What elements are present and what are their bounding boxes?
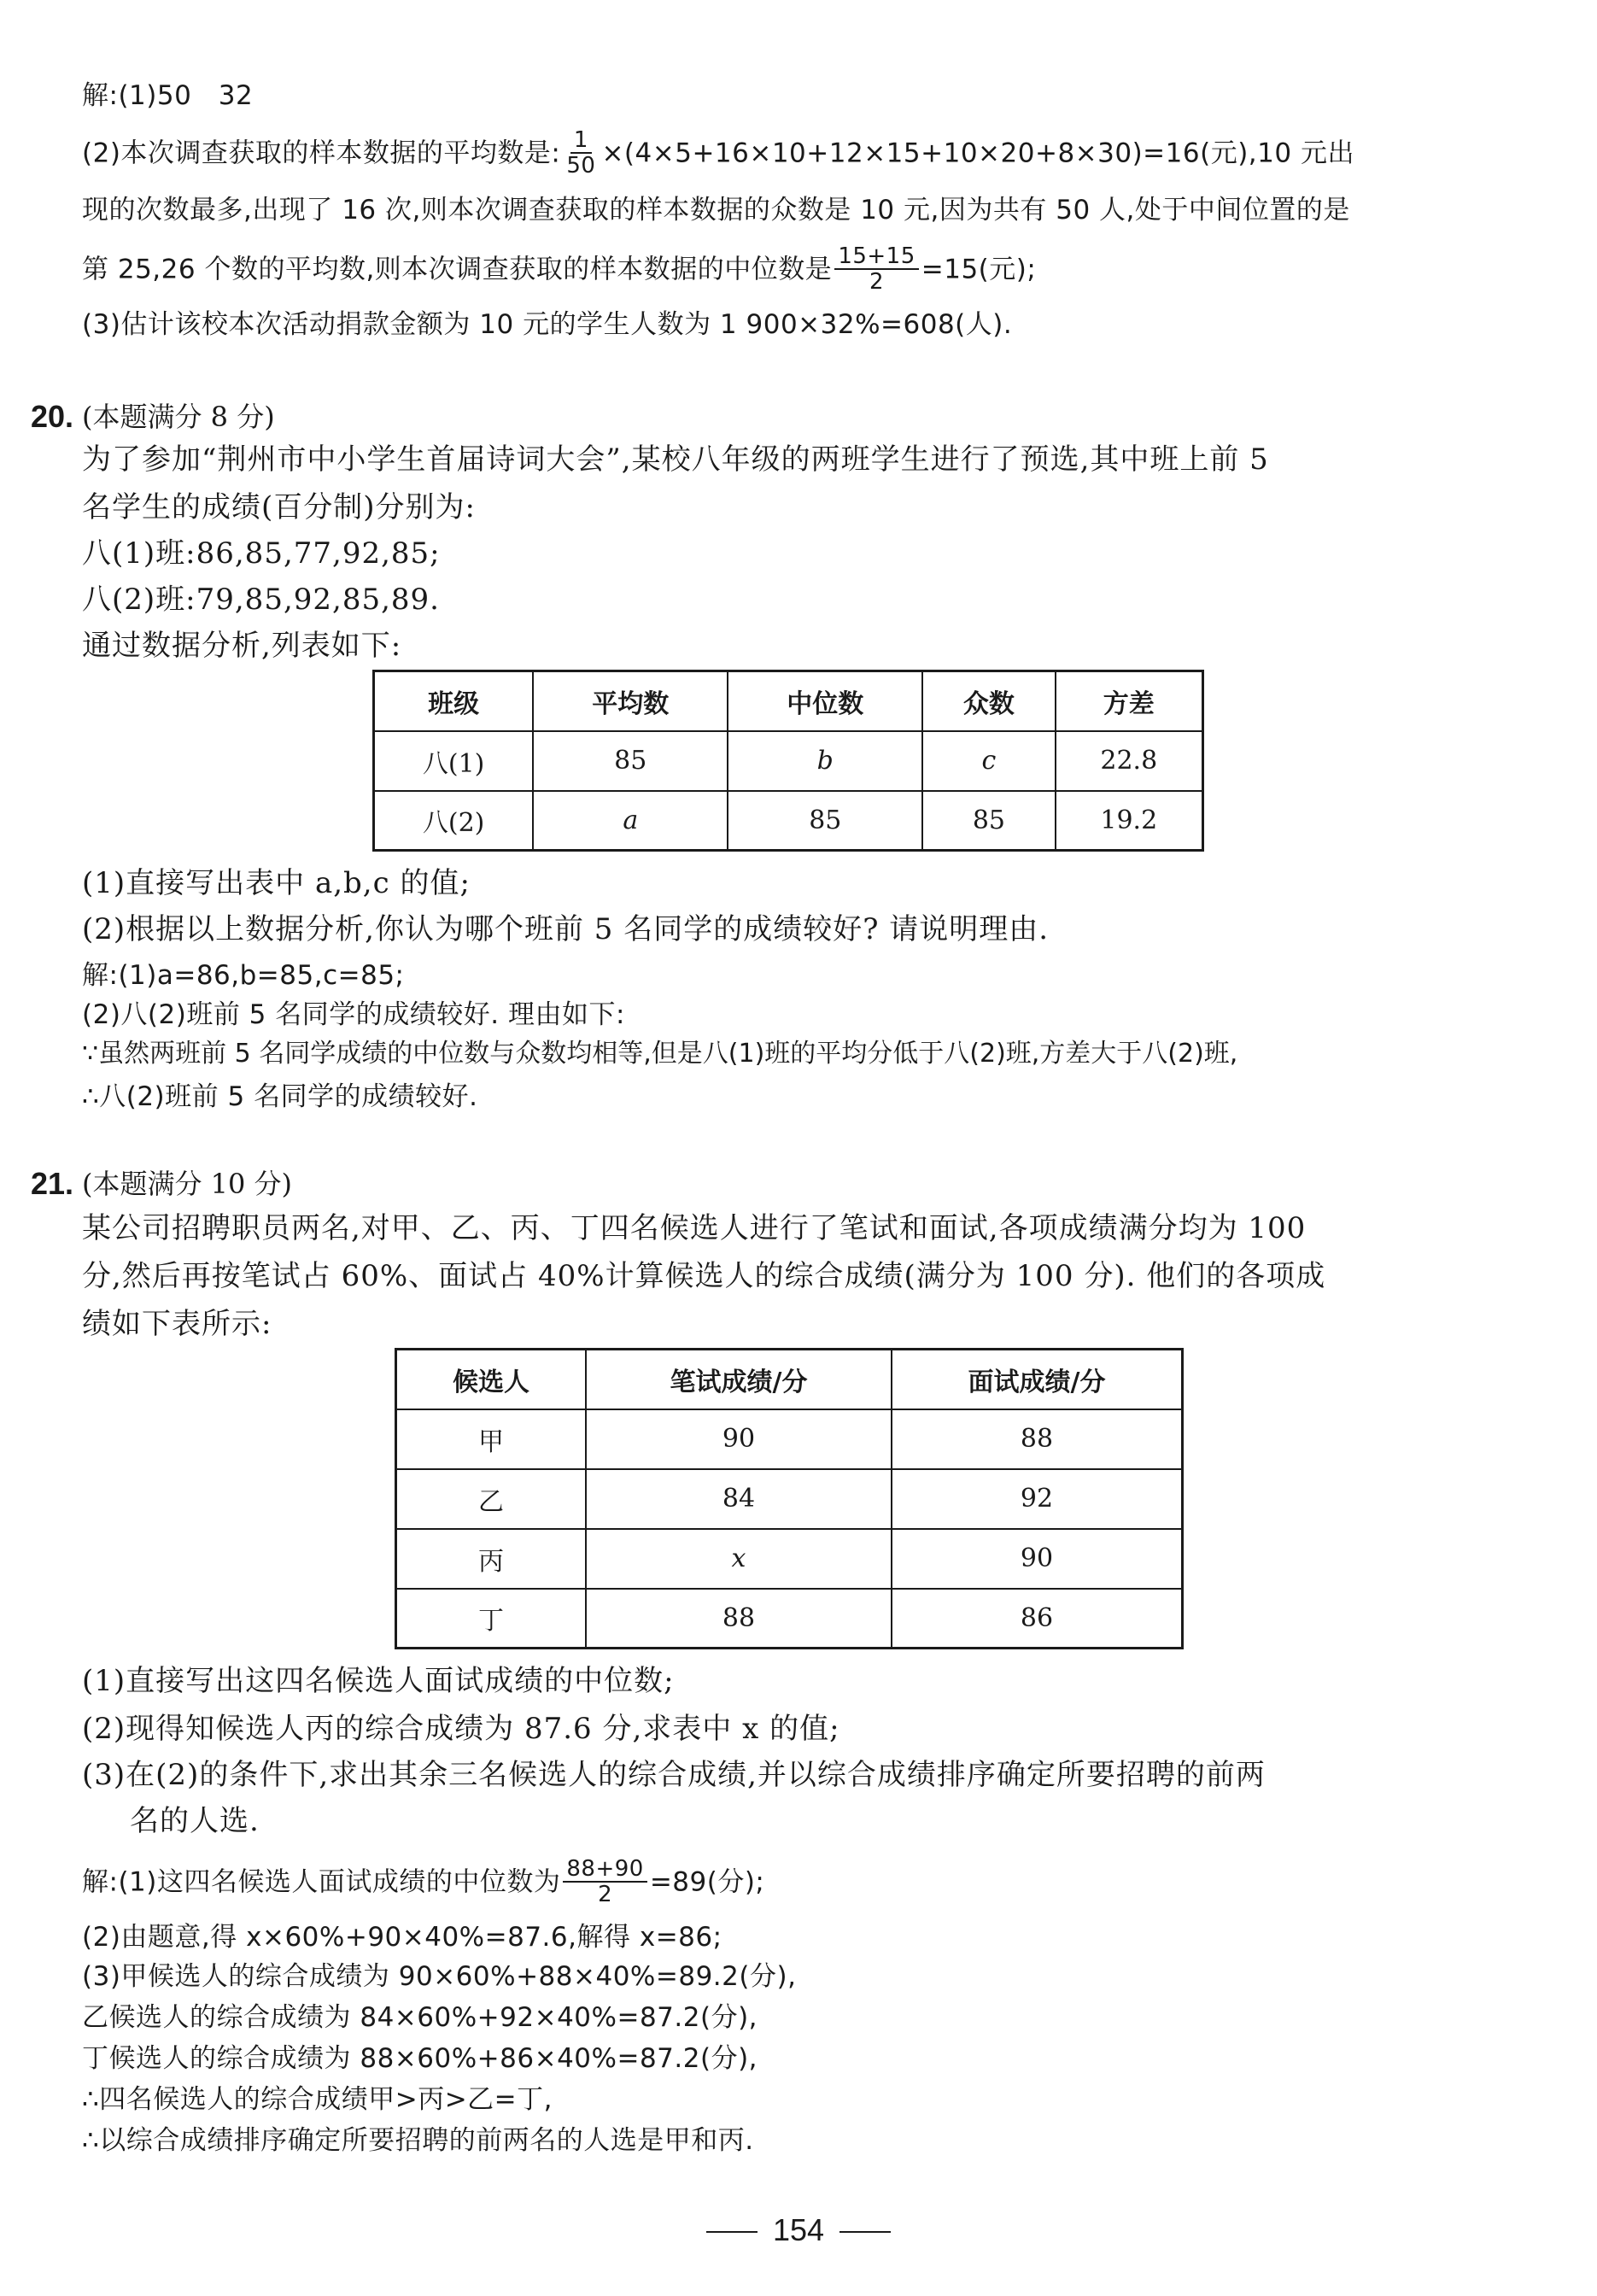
text: 解:(1)这四名候选人面试成绩的中位数为 bbox=[82, 1866, 561, 1898]
table-cell: a bbox=[533, 791, 728, 851]
table-header-cell: 方差 bbox=[1056, 671, 1203, 731]
q21-solution-5: 丁候选人的综合成绩为 88×60%+86×40%=87.2(分), bbox=[82, 2043, 758, 2074]
table-row bbox=[396, 1469, 1183, 1529]
table-cell: 88 bbox=[586, 1589, 892, 1649]
table-header-cell: 面试成绩/分 bbox=[892, 1350, 1183, 1409]
table-header-row bbox=[396, 1350, 1183, 1409]
table-header-cell: 候选人 bbox=[396, 1350, 587, 1409]
footer-dash-left bbox=[706, 2231, 758, 2233]
table-cell: 90 bbox=[586, 1409, 892, 1469]
table-cell: 甲 bbox=[396, 1409, 587, 1469]
table-cell: 86 bbox=[892, 1589, 1183, 1649]
question-number-21: 21. bbox=[31, 1166, 74, 1201]
prev-solution-line-1: 解:(1)50 32 bbox=[82, 80, 254, 111]
numerator: 88+90 bbox=[563, 1857, 646, 1883]
q20-text-4: 八(2)班:79,85,92,85,89. bbox=[82, 583, 440, 617]
q20-solution-1: 解:(1)a=86,b=85,c=85; bbox=[82, 960, 405, 991]
q20-solution-2: (2)八(2)班前 5 名同学的成绩较好. 理由如下: bbox=[82, 999, 625, 1030]
q21-solution-3: (3)甲候选人的综合成绩为 90×60%+88×40%=89.2(分), bbox=[82, 1961, 797, 1992]
denominator: 2 bbox=[869, 269, 885, 295]
table-cell: 84 bbox=[586, 1469, 892, 1529]
table-cell: 88 bbox=[892, 1409, 1183, 1469]
table-header-cell: 众数 bbox=[922, 671, 1055, 731]
q21-text-2: 分,然后再按笔试占 60%、面试占 40%计算候选人的综合成绩(满分为 100 分). 他们的各项成 bbox=[82, 1259, 1326, 1293]
text: 第 25,26 个数的平均数,则本次调查获取的样本数据的中位数是 bbox=[82, 254, 833, 285]
table-header-cell: 班级 bbox=[374, 671, 534, 731]
page-footer bbox=[0, 2212, 1597, 2248]
q20-text-1: 为了参加“荆州市中小学生首届诗词大会”,某校八年级的两班学生进行了预选,其中班上前 5 bbox=[82, 442, 1269, 477]
q21-solution-2: (2)由题意,得 x×60%+90×40%=87.6,解得 x=86; bbox=[82, 1922, 722, 1953]
table-cell: 19.2 bbox=[1056, 791, 1203, 851]
q20-text-2: 名学生的成绩(百分制)分别为: bbox=[82, 490, 476, 524]
table-cell: 22.8 bbox=[1056, 731, 1203, 791]
table-cell: 85 bbox=[533, 731, 728, 791]
table-cell: 85 bbox=[728, 791, 922, 851]
q20-solution-3: ∵虽然两班前 5 名同学成绩的中位数与众数均相等,但是八(1)班的平均分低于八(2)班,方差大于八(2)班, bbox=[82, 1039, 1238, 1069]
table-cell: 八(2) bbox=[374, 791, 534, 851]
prev-solution-line-4 bbox=[82, 243, 1037, 296]
footer-dash-right bbox=[839, 2231, 891, 2233]
table-cell: 丁 bbox=[396, 1589, 587, 1649]
fraction bbox=[834, 244, 918, 294]
table-cell: 90 bbox=[892, 1529, 1183, 1589]
denominator: 50 bbox=[566, 153, 596, 179]
q21-solution-4: 乙候选人的综合成绩为 84×60%+92×40%=87.2(分), bbox=[82, 2002, 758, 2033]
table-row bbox=[374, 731, 1203, 791]
q21-solution-1 bbox=[82, 1856, 765, 1908]
numerator: 1 bbox=[570, 128, 592, 154]
table-header-cell: 平均数 bbox=[533, 671, 728, 731]
q21-subquestion-3b: 名的人选. bbox=[130, 1804, 260, 1838]
q20-text-5: 通过数据分析,列表如下: bbox=[82, 629, 402, 663]
prev-solution-line-2 bbox=[82, 127, 1354, 179]
q21-text-1: 某公司招聘职员两名,对甲、乙、丙、丁四名候选人进行了笔试和面试,各项成绩满分均为 100 bbox=[82, 1211, 1307, 1245]
table-row bbox=[374, 791, 1203, 851]
table-header-row bbox=[374, 671, 1203, 731]
table-row bbox=[396, 1589, 1183, 1649]
denominator: 2 bbox=[598, 1882, 613, 1907]
question-number-20: 20. bbox=[31, 399, 74, 434]
question-20-header: (本题满分 8 分) bbox=[82, 401, 275, 433]
table-row bbox=[396, 1409, 1183, 1469]
q21-subquestion-1: (1)直接写出这四名候选人面试成绩的中位数; bbox=[82, 1664, 675, 1698]
q20-text-3: 八(1)班:86,85,77,92,85; bbox=[82, 536, 441, 571]
fraction bbox=[563, 128, 599, 178]
prev-solution-line-3: 现的次数最多,出现了 16 次,则本次调查获取的样本数据的众数是 10 元,因为共有 50 人,处于中间位置的是 bbox=[82, 195, 1350, 226]
q20-data-table bbox=[372, 670, 1204, 852]
table-cell: 92 bbox=[892, 1469, 1183, 1529]
q20-subquestion-1: (1)直接写出表中 a,b,c 的值; bbox=[82, 866, 471, 900]
table-row bbox=[396, 1529, 1183, 1589]
table-cell: 丙 bbox=[396, 1529, 587, 1589]
table-cell: c bbox=[922, 731, 1055, 791]
text: =15(元); bbox=[921, 254, 1037, 285]
table-cell: x bbox=[586, 1529, 892, 1589]
table-cell: 85 bbox=[922, 791, 1055, 851]
q20-solution-4: ∴八(2)班前 5 名同学的成绩较好. bbox=[82, 1081, 478, 1112]
q21-text-3: 绩如下表所示: bbox=[82, 1307, 272, 1341]
table-header-cell: 笔试成绩/分 bbox=[586, 1350, 892, 1409]
table-header-cell: 中位数 bbox=[728, 671, 922, 731]
table-cell: 八(1) bbox=[374, 731, 534, 791]
text: (2)本次调查获取的样本数据的平均数是: bbox=[82, 138, 561, 169]
q20-subquestion-2: (2)根据以上数据分析,你认为哪个班前 5 名同学的成绩较好? 请说明理由. bbox=[82, 912, 1050, 946]
prev-solution-line-5: (3)估计该校本次活动捐款金额为 10 元的学生人数为 1 900×32%=608(人). bbox=[82, 309, 1013, 340]
q21-subquestion-2: (2)现得知候选人丙的综合成绩为 87.6 分,求表中 x 的值; bbox=[82, 1712, 840, 1746]
q21-solution-6: ∴四名候选人的综合成绩甲>丙>乙=丁, bbox=[82, 2084, 553, 2115]
q21-subquestion-3a: (3)在(2)的条件下,求出其余三名候选人的综合成绩,并以综合成绩排序确定所要招聘的前两 bbox=[82, 1758, 1266, 1792]
question-21-header: (本题满分 10 分) bbox=[82, 1168, 293, 1200]
text: =89(分); bbox=[649, 1866, 765, 1898]
q21-score-table bbox=[395, 1348, 1184, 1649]
text: ×(4×5+16×10+12×15+10×20+8×30)=16(元),10 元出 bbox=[601, 138, 1354, 169]
table-cell: 乙 bbox=[396, 1469, 587, 1529]
page-number: 154 bbox=[772, 2212, 825, 2247]
table-cell: b bbox=[728, 731, 922, 791]
fraction bbox=[563, 1857, 646, 1906]
q21-solution-7: ∴以综合成绩排序确定所要招聘的前两名的人选是甲和丙. bbox=[82, 2125, 754, 2156]
numerator: 15+15 bbox=[834, 244, 918, 270]
